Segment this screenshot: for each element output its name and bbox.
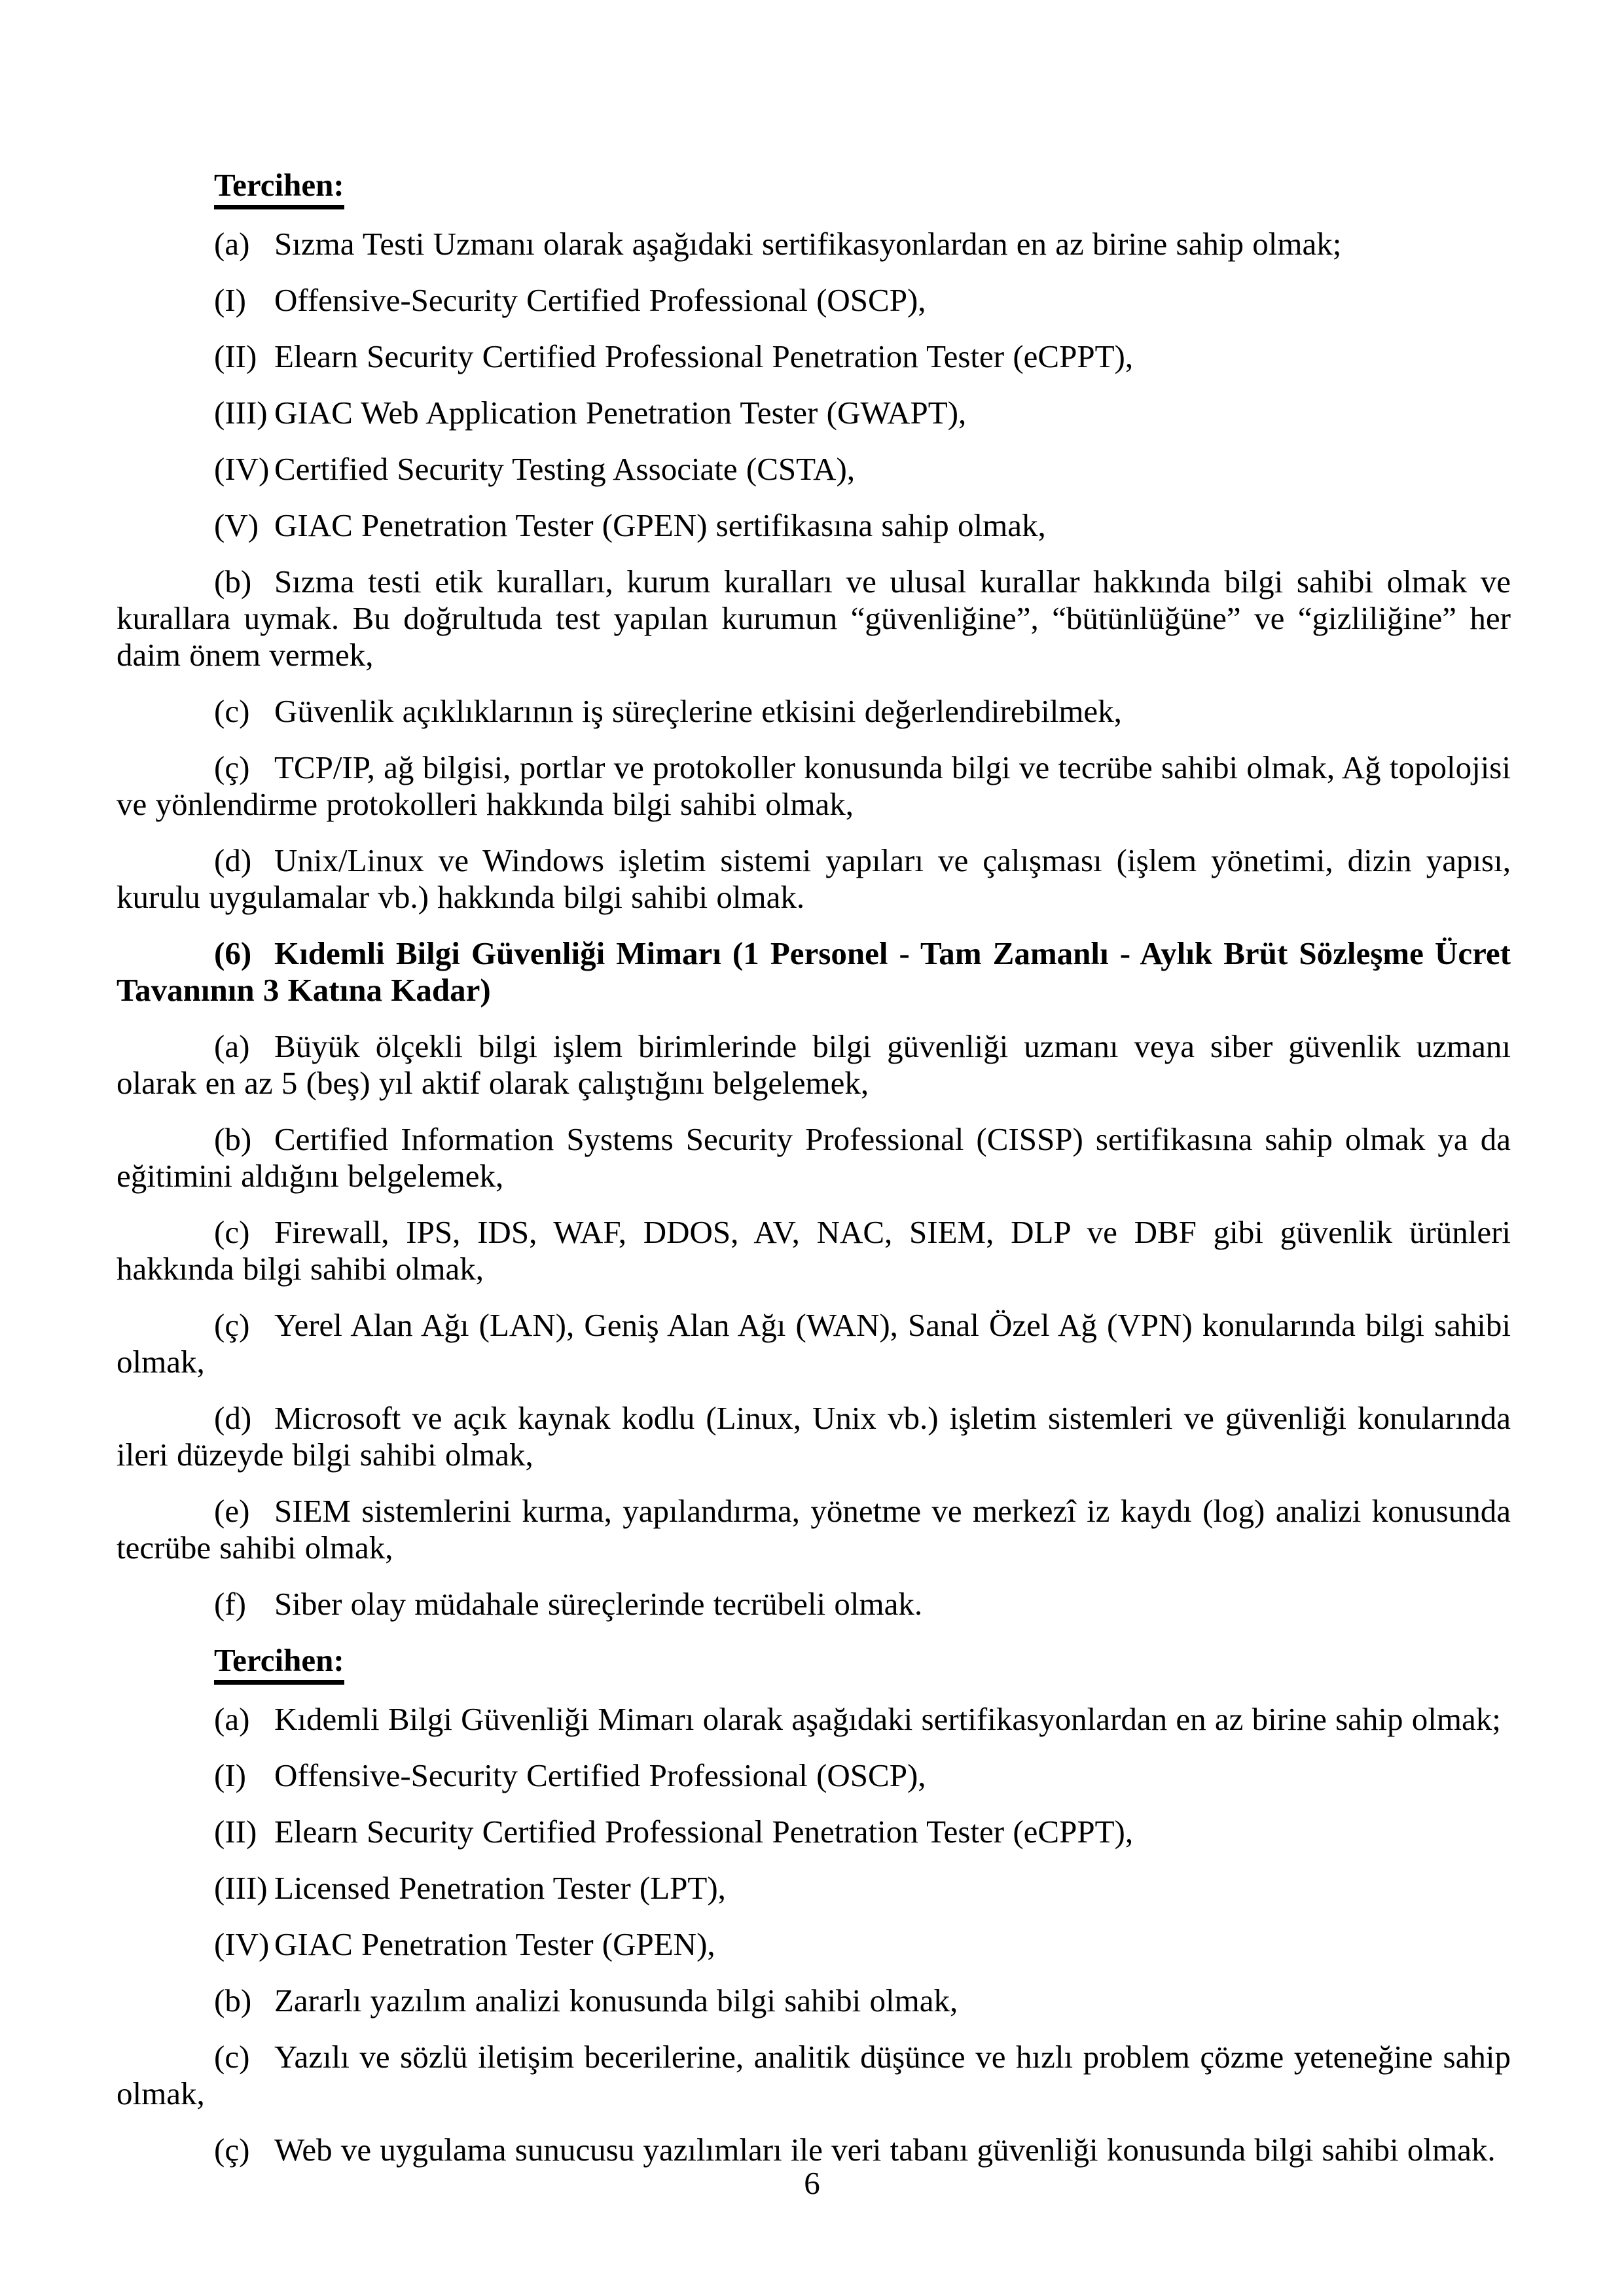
list-item (117, 1814, 1511, 1850)
item-text: Yerel Alan Ağı (LAN), Geniş Alan Ağı (WAN), Sanal Özel Ağ (VPN) konularında bilgi sahibi olmak, (117, 1307, 1511, 1380)
item-label: (ç) (214, 2132, 250, 2168)
item-text: GIAC Web Application Penetration Tester (GWAPT), (274, 395, 967, 431)
item-text: Web ve uygulama sunucusu yazılımları ile veri tabanı güvenliği konusunda bilgi sahibi olmak. (274, 2132, 1496, 2168)
item-label: (ç) (214, 1307, 250, 1343)
item-text: TCP/IP, ağ bilgisi, portlar ve protokoller konusunda bilgi ve tecrübe sahibi olmak, Ağ topolojisi ve yönlendirme protokolleri hakkında bilgi sahibi olmak, (117, 749, 1511, 822)
item-label: (II) (214, 338, 257, 374)
role-heading-item (117, 935, 1511, 1009)
item-label: (c) (214, 693, 250, 729)
item-text: Firewall, IPS, IDS, WAF, DDOS, AV, NAC, SIEM, DLP ve DBF gibi güvenlik ürünleri hakkında bilgi sahibi olmak, (117, 1214, 1511, 1287)
item-text: Sızma testi etik kuralları, kurum kuralları ve ulusal kurallar hakkında bilgi sahibi olmak ve kurallara uymak. Bu doğrultuda test yapılan kurumun “güvenliğine”, “bütünlüğüne” ve “gizliliğine” her daim önem vermek, (117, 564, 1511, 673)
list-item (117, 2039, 1511, 2112)
item-text: Güvenlik açıklıklarının iş süreçlerine etkisini değerlendirebilmek, (274, 693, 1122, 729)
item-text: GIAC Penetration Tester (GPEN), (274, 1926, 715, 1962)
item-label: (d) (214, 842, 252, 878)
section-heading (117, 167, 1511, 204)
list-item (117, 564, 1511, 673)
item-text: Offensive-Security Certified Professional (OSCP), (274, 282, 926, 318)
item-label: (c) (214, 2039, 250, 2075)
item-label: (III) (214, 395, 268, 431)
item-label: (a) (214, 1028, 250, 1064)
item-label: (IV) (214, 451, 270, 487)
item-text: Certified Information Systems Security Professional (CISSP) sertifikasına sahip olmak ya da eğitimini aldığını belgelemek, (117, 1121, 1511, 1194)
heading-text: Tercihen: (214, 167, 344, 209)
list-item (117, 1586, 1511, 1623)
list-item (117, 1121, 1511, 1194)
item-text: Licensed Penetration Tester (LPT), (274, 1870, 726, 1906)
list-item (117, 226, 1511, 262)
list-item (117, 1307, 1511, 1380)
list-item (117, 1870, 1511, 1907)
item-text: Zararlı yazılım analizi konusunda bilgi sahibi olmak, (274, 1982, 958, 2018)
list-item (117, 1982, 1511, 2019)
item-label: (I) (214, 1757, 246, 1793)
item-label: (f) (214, 1586, 246, 1622)
list-item (117, 1757, 1511, 1794)
list-item (117, 749, 1511, 823)
section-heading (117, 1642, 1511, 1679)
list-item (117, 842, 1511, 916)
item-label: (III) (214, 1870, 268, 1906)
list-item (117, 1701, 1511, 1738)
item-label: (V) (214, 507, 259, 543)
item-label: (a) (214, 226, 250, 262)
item-text: Büyük ölçekli bilgi işlem birimlerinde bilgi güvenliği uzmanı veya siber güvenlik uzmanı olarak en az 5 (beş) yıl aktif olarak çalıştığını belgelemek, (117, 1028, 1511, 1101)
list-item (117, 693, 1511, 730)
item-label: (b) (214, 564, 252, 600)
item-text: Offensive-Security Certified Professional (OSCP), (274, 1757, 926, 1793)
list-item (117, 338, 1511, 375)
item-text: Unix/Linux ve Windows işletim sistemi yapıları ve çalışması (işlem yönetimi, dizin yapısı, kurulu uygulamalar vb.) hakkında bilgi sahibi olmak. (117, 842, 1511, 915)
item-text: Certified Security Testing Associate (CSTA), (274, 451, 856, 487)
item-label: (I) (214, 282, 246, 318)
document-body (117, 167, 1511, 2188)
list-item (117, 1400, 1511, 1473)
heading-text: Tercihen: (214, 1642, 344, 1685)
list-item (117, 1214, 1511, 1287)
item-text: Elearn Security Certified Professional Penetration Tester (eCPPT), (274, 338, 1134, 374)
item-label: (a) (214, 1701, 250, 1737)
list-item (117, 451, 1511, 488)
item-text: Elearn Security Certified Professional Penetration Tester (eCPPT), (274, 1814, 1134, 1850)
item-text: Kıdemli Bilgi Güvenliği Mimarı (1 Personel - Tam Zamanlı - Aylık Brüt Sözleşme Ücret Tavanının 3 Katına Kadar) (117, 935, 1511, 1008)
item-label: (IV) (214, 1926, 270, 1962)
list-item (117, 282, 1511, 319)
list-item (117, 2132, 1511, 2168)
list-item (117, 1493, 1511, 1566)
item-text: Yazılı ve sözlü iletişim becerilerine, analitik düşünce ve hızlı problem çözme yeteneğine sahip olmak, (117, 2039, 1511, 2111)
item-text: Microsoft ve açık kaynak kodlu (Linux, Unix vb.) işletim sistemleri ve güvenliği konularında ileri düzeyde bilgi sahibi olmak, (117, 1400, 1511, 1473)
list-item (117, 507, 1511, 544)
item-label: (ç) (214, 749, 250, 785)
item-text: Sızma Testi Uzmanı olarak aşağıdaki sertifikasyonlardan en az birine sahip olmak; (274, 226, 1342, 262)
item-text: SIEM sistemlerini kurma, yapılandırma, yönetme ve merkezî iz kaydı (log) analizi konusunda tecrübe sahibi olmak, (117, 1493, 1511, 1566)
item-label: (6) (214, 935, 252, 971)
list-item (117, 1926, 1511, 1963)
item-label: (d) (214, 1400, 252, 1436)
item-label: (II) (214, 1814, 257, 1850)
page-number: 6 (804, 2165, 820, 2201)
list-item (117, 395, 1511, 431)
item-label: (b) (214, 1982, 252, 2018)
item-text: Kıdemli Bilgi Güvenliği Mimarı olarak aşağıdaki sertifikasyonlardan en az birine sahip olmak; (274, 1701, 1501, 1737)
item-label: (b) (214, 1121, 252, 1157)
item-text: GIAC Penetration Tester (GPEN) sertifikasına sahip olmak, (274, 507, 1046, 543)
item-label: (e) (214, 1493, 250, 1529)
item-label: (c) (214, 1214, 250, 1250)
item-text: Siber olay müdahale süreçlerinde tecrübeli olmak. (274, 1586, 923, 1622)
list-item (117, 1028, 1511, 1102)
